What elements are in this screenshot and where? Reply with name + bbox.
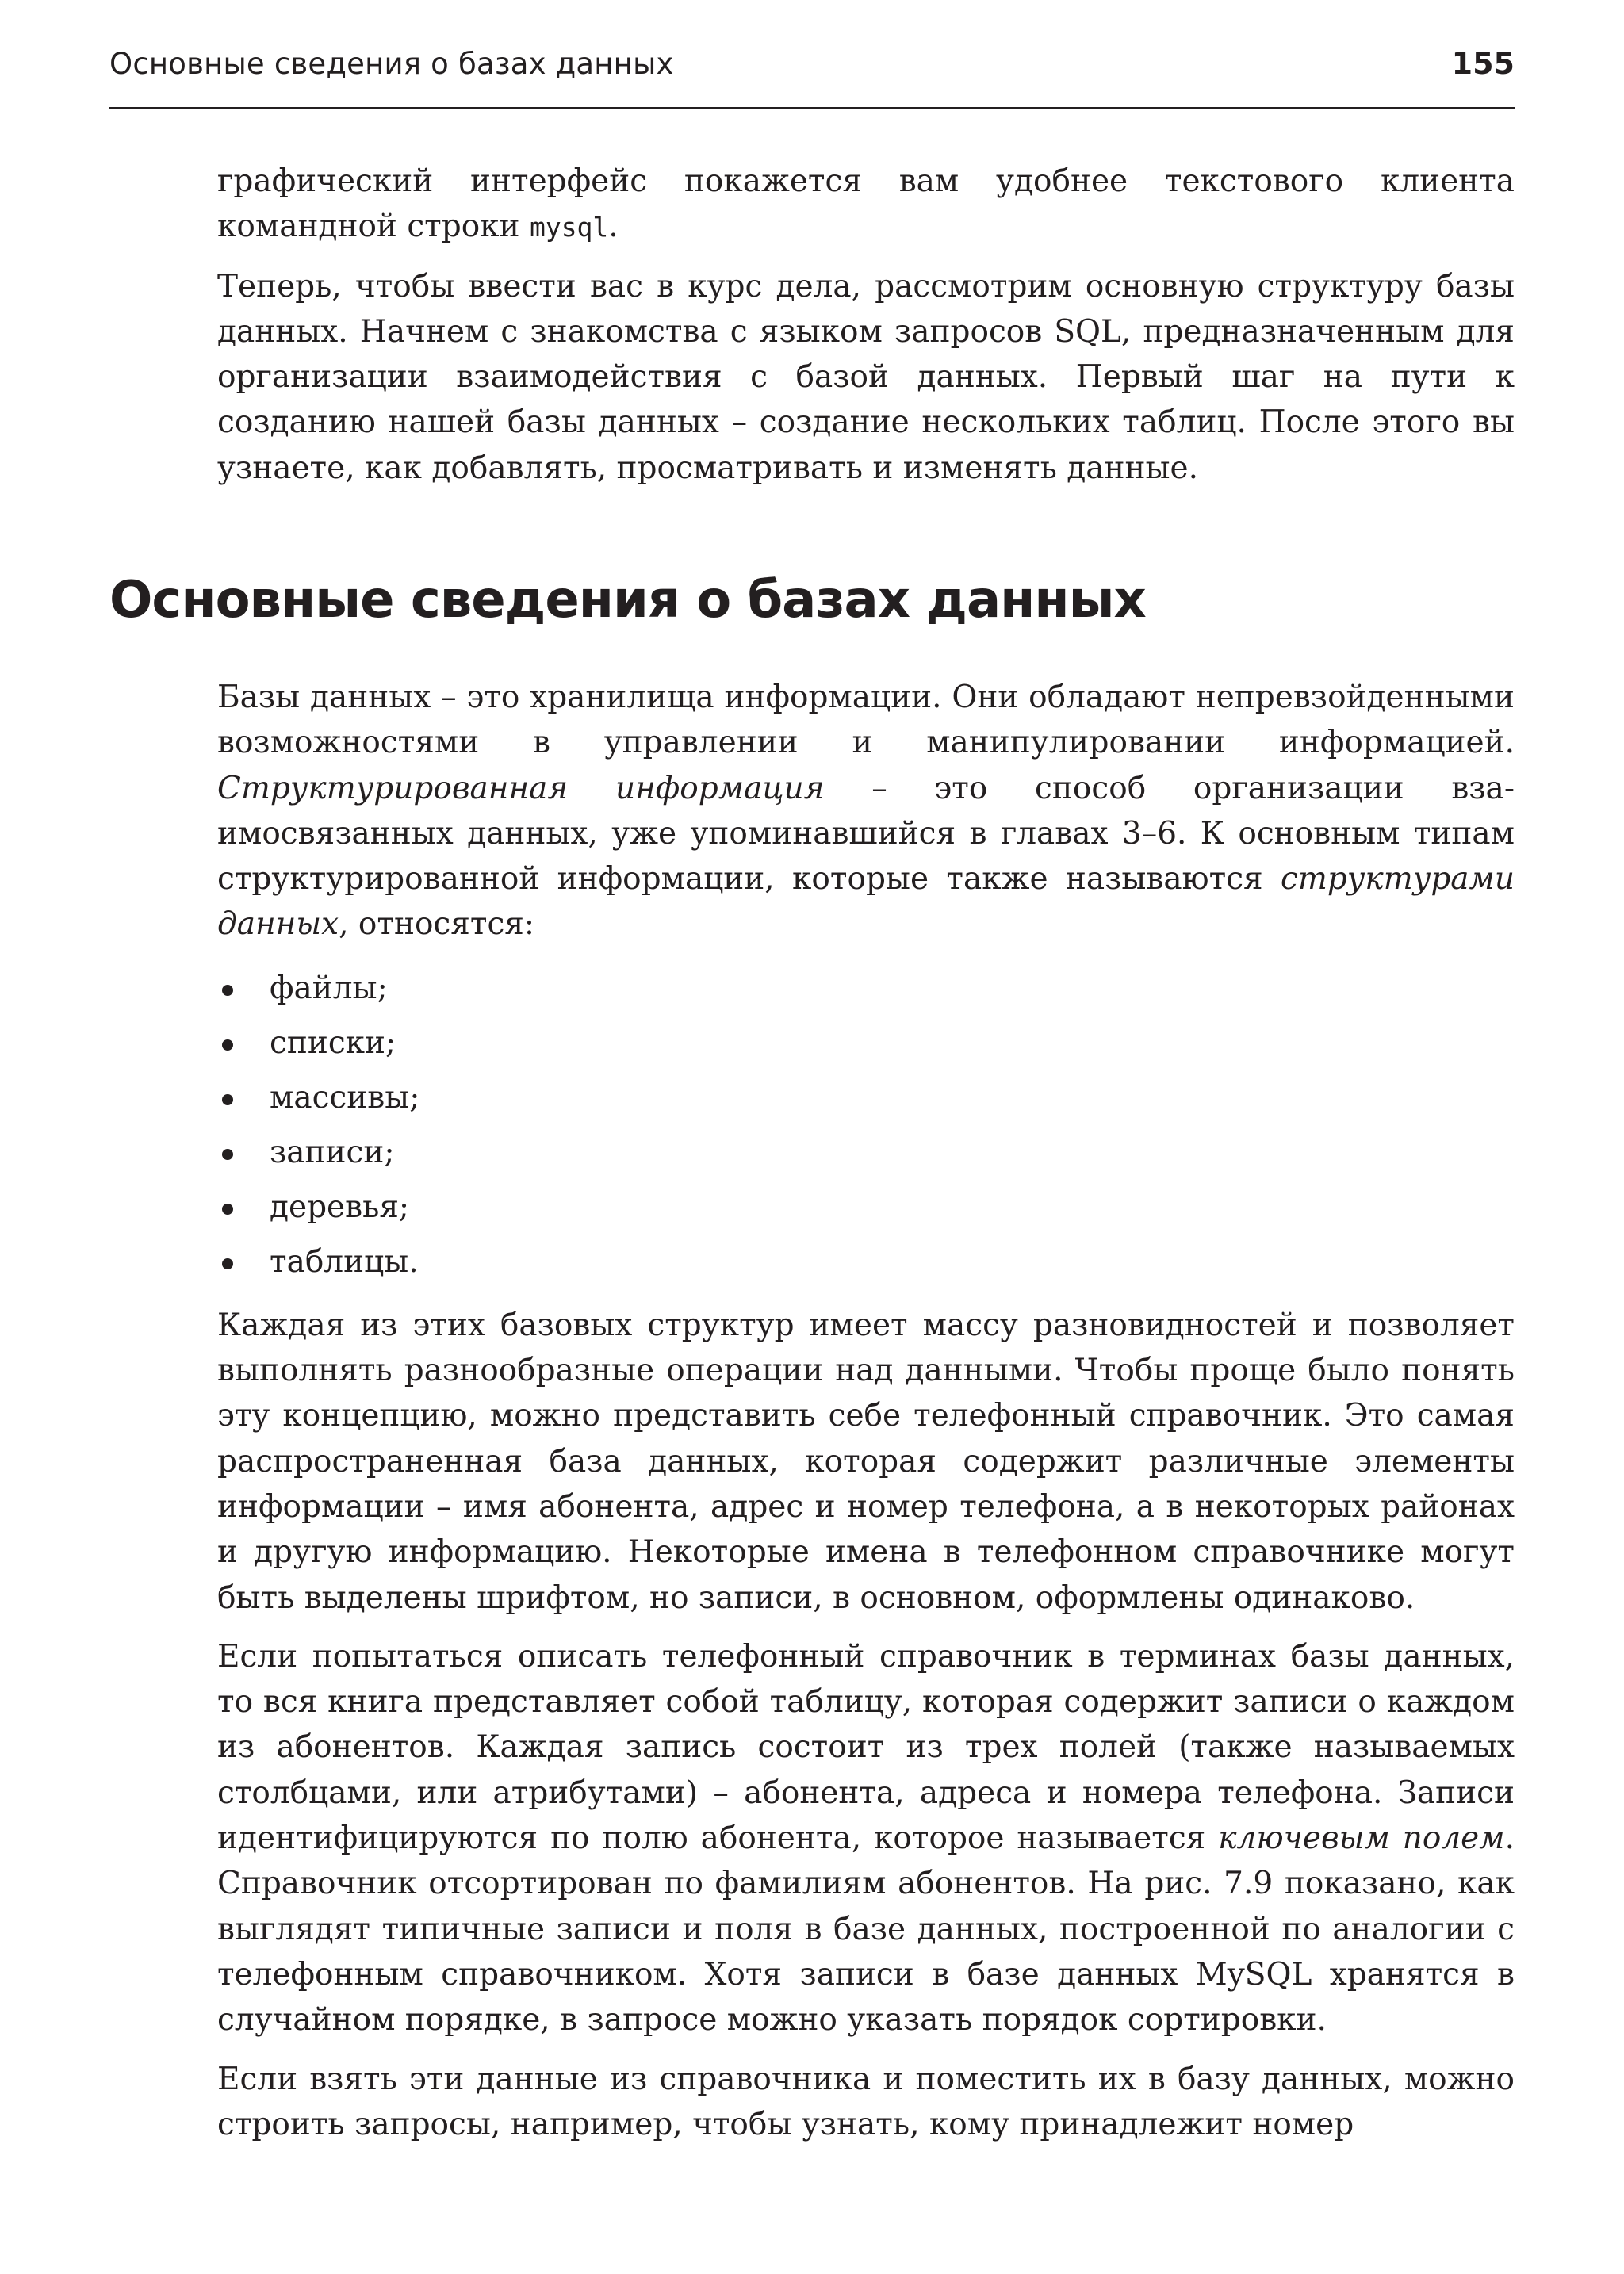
- list-item: файлы;: [217, 961, 1515, 1016]
- list-item: массивы;: [217, 1070, 1515, 1125]
- section-paragraph-3: Если попытаться описать телефонный справочник в терминах базы данных, то вся книга представляет собой таблицу, которая содержит записи о каждом из абонентов. Каждая запись состоит из трех полей (также называемых столбцами, или атрибутами) – абонента, адреса и номера телефона. Записи идентифицируются по полю абонента, которое называется ключевым полем. Справочник отсортирован по фамилиям абонентов. На рис. 7.9 показано, как выглядят типичные записи и поля в базе данных, построенной по аналогии с телефонным справочником. Хотя записи в базе данных MySQL хранятся в случайном порядке, в запросе можно указать порядок сортировки.: [217, 1638, 1515, 2039]
- list-item: записи;: [217, 1125, 1515, 1180]
- term-key-field: ключевым полем: [1218, 1820, 1505, 1857]
- inline-code: mysql: [529, 212, 609, 243]
- section-paragraph-1: Базы данных – это хранилища информации. Они обладают непревзойденными возможностями в управлении и манипулировании информацией. Структурированная информация – это способ организации взаимосвязанных данных, уже упоминавшийся в главах 3–6. К основным типам структурированной информации, которые также называются структурами данных, относятся:: [217, 680, 1515, 943]
- intro-text: [217, 159, 1515, 491]
- running-title: Основные сведения о базах данных: [109, 47, 674, 81]
- bullet-icon: [222, 985, 233, 996]
- list-item: деревья;: [217, 1180, 1515, 1235]
- bullet-icon: [222, 1149, 233, 1160]
- section-paragraph-4: Если взять эти данные из справочника и поместить их в базу данных, можно строить запросы, например, чтобы узнать, кому принадлежит номер: [217, 2061, 1515, 2142]
- list-item: таблицы.: [217, 1235, 1515, 1289]
- running-head: [109, 46, 1515, 81]
- term-structured-info: Структурированная информация: [217, 770, 825, 806]
- intro-paragraph-1: графический интерфейс покажется вам удобнее текстового клиента командной строки mysql.: [217, 163, 1515, 245]
- term-data-structures: структурами данных: [217, 861, 1515, 943]
- intro-paragraph-2: Теперь, чтобы ввести вас в курс дела, рассмотрим основную структуру базы данных. Начнем с знакомства с языком запросов SQL, предназначенным для организации взаимодействия с базой данных. Первый шаг на пути к созданию нашей базы данных – создание нескольких таблиц. После этого вы узнаете, как добавлять, просматривать и изменять данные.: [217, 268, 1515, 486]
- section-body: [217, 675, 1515, 2147]
- section-heading: Основные сведения о базах данных: [109, 571, 1146, 630]
- header-divider: [109, 107, 1515, 109]
- bullet-icon: [222, 1039, 233, 1051]
- bullet-icon: [222, 1258, 233, 1269]
- section-paragraph-2: Каждая из этих базовых структур имеет массу разновидностей и позволяет выполнять разнообразные операции над данными. Чтобы проще было понять эту концепцию, можно представить себе телефонный справочник. Это самая распространенная база данных, которая содержит различные элементы информации – имя абонента, адрес и номер телефона, а в некоторых районах и другую информацию. Некоторые имена в телефонном справочнике могут быть выделены шрифтом, но записи, в основном, оформлены одинаково.: [217, 1307, 1515, 1616]
- bullet-icon: [222, 1204, 233, 1215]
- page-number: 155: [1451, 46, 1515, 81]
- list-item: списки;: [217, 1016, 1515, 1070]
- data-structures-list: [217, 961, 1515, 1289]
- bullet-icon: [222, 1094, 233, 1105]
